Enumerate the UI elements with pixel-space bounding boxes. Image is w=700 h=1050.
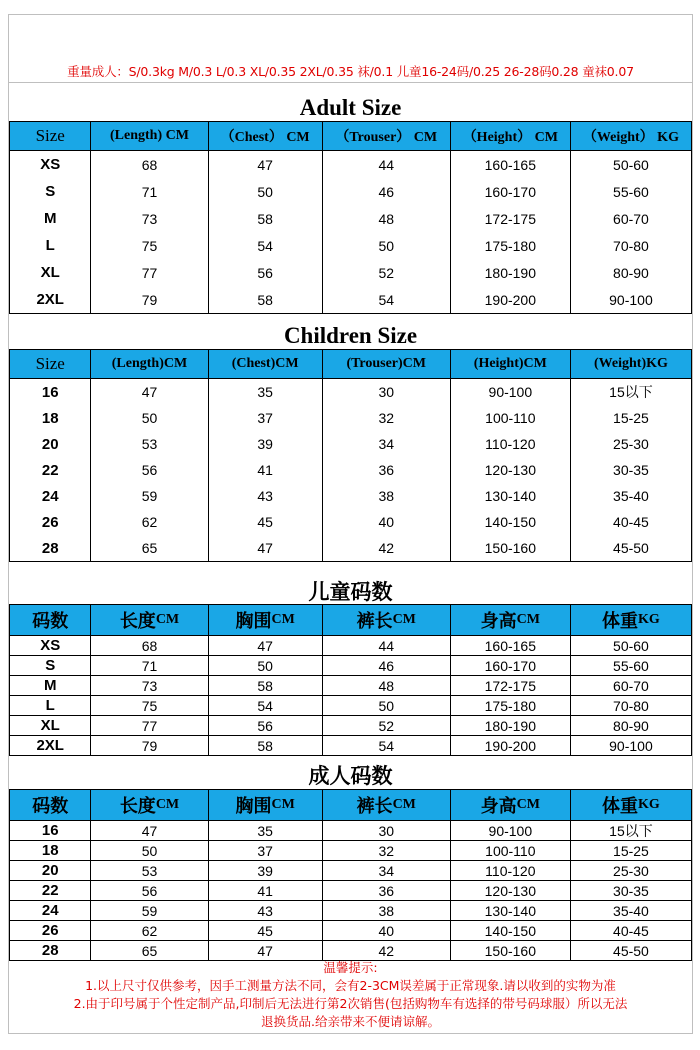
header-cell: [10, 605, 90, 635]
table-cell: 50-60: [570, 636, 691, 655]
table-row: [10, 405, 691, 431]
size-chart-sheet: [8, 14, 693, 1034]
table-cell: 50: [322, 232, 450, 259]
header-cell-unit: CM: [392, 612, 416, 627]
adult-size-title: Adult Size: [299, 95, 402, 120]
table-row: [10, 921, 691, 941]
table-cell: 48: [322, 676, 450, 695]
table-cell: L: [45, 237, 55, 254]
table-cell: 50: [90, 841, 207, 860]
header-cell: [208, 605, 322, 635]
header-cell-unit: CM: [516, 612, 540, 627]
table-row: [10, 178, 691, 205]
header-cell-unit: KG: [638, 797, 660, 812]
notes-line-3: 退换货品.给亲带来不便请谅解。: [261, 1014, 440, 1029]
table-cell: M: [43, 210, 57, 227]
table-row: [10, 881, 691, 901]
table-cell: 35-40: [570, 483, 691, 509]
header-cell: （Chest） CM: [208, 122, 322, 150]
table-cell: 90-100: [570, 286, 691, 313]
table-cell: 172-175: [450, 676, 570, 695]
table-cell: 15-25: [570, 405, 691, 431]
table-cell: 18: [41, 409, 59, 427]
table-cell: 70-80: [570, 696, 691, 715]
table-cell: 75: [90, 232, 207, 259]
children-size-header: [9, 349, 692, 379]
table-cell: 47: [208, 941, 322, 960]
table-cell: 28: [41, 942, 59, 959]
table-cell: 44: [322, 151, 450, 178]
header-cell-label: 体重: [602, 796, 639, 817]
header-cell-label: 体重: [602, 611, 639, 632]
header-cell-label: 身高: [480, 796, 517, 817]
header-cell: [90, 790, 207, 820]
table-cell: 40-45: [570, 921, 691, 940]
table-cell: 18: [41, 842, 59, 859]
header-cell-label: 长度: [119, 796, 156, 817]
table-cell: 39: [208, 861, 322, 880]
table-cell: 90-100: [450, 821, 570, 840]
header-cell: (Height)CM: [450, 350, 570, 378]
table-cell: 40-45: [570, 509, 691, 535]
table-cell: 50: [208, 178, 322, 205]
table-cell: 73: [90, 676, 207, 695]
table-cell: 160-165: [450, 151, 570, 178]
table-cell: 120-130: [450, 457, 570, 483]
table-cell: 53: [90, 861, 207, 880]
table-cell: 65: [90, 941, 207, 960]
table-cell: 24: [41, 487, 59, 505]
table-cell: 150-160: [450, 535, 570, 561]
table-cell: XL: [40, 264, 60, 281]
notes: [9, 959, 692, 1031]
cn-adult-rows: [9, 821, 692, 961]
notes-heading: 温馨提示:: [323, 960, 378, 975]
table-row: [10, 259, 691, 286]
table-cell: 75: [90, 696, 207, 715]
table-cell: 35-40: [570, 901, 691, 920]
table-row: [10, 151, 691, 178]
table-cell: 180-190: [450, 716, 570, 735]
table-row: [10, 232, 691, 259]
header-cell-unit: CM: [271, 797, 295, 812]
notes-line-1: 1.以上尺寸仅供参考，因手工测量方法不同，会有2-3CM误差属于正常现象.请以收到的实物为准: [85, 978, 616, 993]
table-cell: 110-120: [450, 431, 570, 457]
table-cell: 38: [322, 901, 450, 920]
table-row: [10, 696, 691, 716]
header-cell: [450, 790, 570, 820]
table-cell: 43: [208, 901, 322, 920]
header-cell-unit: CM: [516, 797, 540, 812]
table-cell: 41: [208, 457, 322, 483]
table-row: [10, 676, 691, 696]
table-cell: S: [45, 657, 56, 674]
table-cell: 58: [208, 736, 322, 755]
table-cell: 15-25: [570, 841, 691, 860]
table-cell: 46: [322, 656, 450, 675]
table-cell: 34: [322, 861, 450, 880]
children-size-title: Children Size: [283, 323, 418, 348]
table-cell: 52: [322, 716, 450, 735]
table-cell: L: [45, 697, 55, 714]
table-row: [10, 841, 691, 861]
table-cell: 45: [208, 921, 322, 940]
table-cell: 100-110: [450, 405, 570, 431]
table-cell: 34: [322, 431, 450, 457]
header-cell-label: 码数: [32, 611, 69, 632]
table-cell: 37: [208, 841, 322, 860]
table-cell: 25-30: [570, 431, 691, 457]
header-cell: （Trouser） CM: [322, 122, 450, 150]
table-cell: 43: [208, 483, 322, 509]
table-cell: 24: [41, 902, 59, 919]
table-cell: 47: [208, 636, 322, 655]
table-cell: 160-170: [450, 656, 570, 675]
header-cell-label: 裤长: [356, 796, 393, 817]
header-cell-unit: CM: [155, 612, 180, 627]
table-row: [10, 901, 691, 921]
header-cell: [322, 790, 450, 820]
header-cell: (Weight)KG: [570, 350, 691, 378]
table-row: [10, 535, 691, 561]
table-cell: 35: [208, 379, 322, 405]
table-cell: 140-150: [450, 921, 570, 940]
header-cell: Size: [35, 126, 65, 145]
table-cell: 42: [322, 941, 450, 960]
table-row: [10, 636, 691, 656]
table-row: [10, 861, 691, 881]
table-cell: XS: [40, 156, 61, 173]
header-cell: [90, 605, 207, 635]
table-cell: 47: [90, 821, 207, 840]
table-cell: 30: [322, 379, 450, 405]
table-cell: 50: [208, 656, 322, 675]
table-cell: 53: [90, 431, 207, 457]
table-cell: 47: [208, 151, 322, 178]
table-cell: 160-165: [450, 636, 570, 655]
table-cell: 73: [90, 205, 207, 232]
table-row: [10, 821, 691, 841]
table-cell: 48: [322, 205, 450, 232]
header-cell: [570, 605, 691, 635]
table-cell: 90-100: [570, 736, 691, 755]
header-cell: （Weight） KG: [570, 122, 691, 150]
table-cell: 16: [41, 822, 59, 839]
divider: [9, 82, 692, 83]
table-cell: 47: [208, 535, 322, 561]
table-cell: 80-90: [570, 259, 691, 286]
table-row: [10, 286, 691, 313]
table-cell: 44: [322, 636, 450, 655]
table-cell: 70-80: [570, 232, 691, 259]
table-cell: 50: [322, 696, 450, 715]
adult-size-header: [9, 121, 692, 151]
table-row: [10, 457, 691, 483]
table-cell: 120-130: [450, 881, 570, 900]
table-cell: 56: [208, 716, 322, 735]
header-cell: （Height） CM: [450, 122, 570, 150]
table-cell: 54: [322, 286, 450, 313]
table-cell: 16: [41, 383, 59, 401]
table-cell: 2XL: [36, 737, 64, 754]
table-cell: 41: [208, 881, 322, 900]
table-cell: 32: [322, 405, 450, 431]
table-cell: 35: [208, 821, 322, 840]
table-cell: 62: [90, 509, 207, 535]
table-row: [10, 941, 691, 960]
header-cell: [322, 605, 450, 635]
table-cell: 190-200: [450, 736, 570, 755]
table-cell: 130-140: [450, 483, 570, 509]
table-cell: 25-30: [570, 861, 691, 880]
table-cell: 180-190: [450, 259, 570, 286]
header-cell-unit: CM: [271, 612, 295, 627]
table-cell: M: [43, 677, 57, 694]
table-cell: 37: [208, 405, 322, 431]
header-cell: [450, 605, 570, 635]
header-cell-unit: CM: [392, 797, 416, 812]
table-cell: 59: [90, 901, 207, 920]
table-cell: 160-170: [450, 178, 570, 205]
adult-size-rows: [9, 151, 692, 314]
table-cell: 60-70: [570, 676, 691, 695]
header-cell-label: 码数: [32, 796, 69, 817]
table-cell: 58: [208, 286, 322, 313]
table-cell: 56: [208, 259, 322, 286]
header-cell-label: 裤长: [356, 611, 393, 632]
table-cell: 26: [41, 513, 59, 531]
cn-adult-header: [9, 789, 692, 821]
table-row: [10, 205, 691, 232]
table-cell: 90-100: [450, 379, 570, 405]
header-cell: [570, 790, 691, 820]
table-cell: 68: [90, 151, 207, 178]
header-cell-label: 长度: [119, 611, 156, 632]
table-cell: 40: [322, 509, 450, 535]
table-cell: 20: [41, 435, 59, 453]
table-cell: 110-120: [450, 861, 570, 880]
table-cell: 56: [90, 881, 207, 900]
table-cell: 79: [90, 286, 207, 313]
table-cell: 79: [90, 736, 207, 755]
table-cell: 46: [322, 178, 450, 205]
table-cell: 38: [322, 483, 450, 509]
table-cell: 175-180: [450, 232, 570, 259]
header-cell: [10, 790, 90, 820]
header-cell: Size: [35, 354, 65, 373]
table-cell: 36: [322, 881, 450, 900]
table-cell: 47: [90, 379, 207, 405]
table-cell: 59: [90, 483, 207, 509]
table-cell: 77: [90, 259, 207, 286]
table-cell: 26: [41, 922, 59, 939]
table-cell: 22: [41, 882, 59, 899]
table-cell: 45-50: [570, 535, 691, 561]
table-cell: 65: [90, 535, 207, 561]
header-cell: (Chest)CM: [208, 350, 322, 378]
table-cell: 15以下: [570, 821, 691, 840]
table-cell: 100-110: [450, 841, 570, 860]
table-cell: 60-70: [570, 205, 691, 232]
weight-info: 重量成人：S/0.3kg M/0.3 L/0.3 XL/0.35 2XL/0.35 袜/0.1 儿童16-24码/0.25 26-28码0.28 童袜0.07: [67, 64, 634, 79]
header-cell: [208, 790, 322, 820]
table-cell: 55-60: [570, 656, 691, 675]
header-cell-label: 胸围: [235, 796, 272, 817]
table-cell: 45-50: [570, 941, 691, 960]
table-cell: S: [45, 183, 56, 200]
table-cell: 175-180: [450, 696, 570, 715]
table-cell: 15以下: [570, 379, 691, 405]
header-cell: (Trouser)CM: [322, 350, 450, 378]
table-cell: 58: [208, 676, 322, 695]
table-cell: 20: [41, 862, 59, 879]
cn-children-rows: [9, 636, 692, 756]
children-size-rows: [9, 379, 692, 562]
header-cell-unit: CM: [155, 797, 180, 812]
table-cell: 58: [208, 205, 322, 232]
header-cell-unit: KG: [638, 612, 660, 627]
header-cell-label: 胸围: [235, 611, 272, 632]
table-cell: 32: [322, 841, 450, 860]
table-cell: XL: [40, 717, 60, 734]
table-cell: 68: [90, 636, 207, 655]
table-cell: 54: [322, 736, 450, 755]
table-row: [10, 431, 691, 457]
table-row: [10, 716, 691, 736]
table-cell: 22: [41, 461, 59, 479]
table-row: [10, 379, 691, 405]
header-cell: (Length) CM: [90, 122, 207, 150]
table-cell: 36: [322, 457, 450, 483]
table-cell: 52: [322, 259, 450, 286]
table-cell: 39: [208, 431, 322, 457]
table-cell: 77: [90, 716, 207, 735]
table-cell: 30-35: [570, 457, 691, 483]
table-cell: 30-35: [570, 881, 691, 900]
table-cell: 30: [322, 821, 450, 840]
table-cell: 130-140: [450, 901, 570, 920]
table-cell: 42: [322, 535, 450, 561]
cn-children-title: 儿童码数: [308, 580, 393, 604]
table-cell: 50-60: [570, 151, 691, 178]
table-cell: 80-90: [570, 716, 691, 735]
table-cell: 150-160: [450, 941, 570, 960]
table-cell: 71: [90, 178, 207, 205]
table-cell: 55-60: [570, 178, 691, 205]
table-row: [10, 509, 691, 535]
table-cell: 172-175: [450, 205, 570, 232]
notes-line-2: 2.由于印号属于个性定制产品,印制后无法进行第2次销售(包括购物车有选择的带号码球服）所以无法: [73, 996, 628, 1011]
table-cell: 140-150: [450, 509, 570, 535]
table-cell: 50: [90, 405, 207, 431]
table-row: [10, 656, 691, 676]
table-cell: 45: [208, 509, 322, 535]
header-cell: (Length)CM: [90, 350, 207, 378]
cn-adult-title: 成人码数: [308, 764, 393, 788]
table-cell: 190-200: [450, 286, 570, 313]
table-cell: 2XL: [36, 291, 64, 308]
table-cell: 54: [208, 696, 322, 715]
table-cell: 71: [90, 656, 207, 675]
table-cell: 40: [322, 921, 450, 940]
table-cell: 56: [90, 457, 207, 483]
table-cell: XS: [40, 637, 61, 654]
cn-children-header: [9, 604, 692, 636]
table-row: [10, 483, 691, 509]
table-cell: 54: [208, 232, 322, 259]
table-cell: 28: [41, 539, 59, 557]
table-cell: 62: [90, 921, 207, 940]
header-cell-label: 身高: [480, 611, 517, 632]
table-row: [10, 736, 691, 755]
